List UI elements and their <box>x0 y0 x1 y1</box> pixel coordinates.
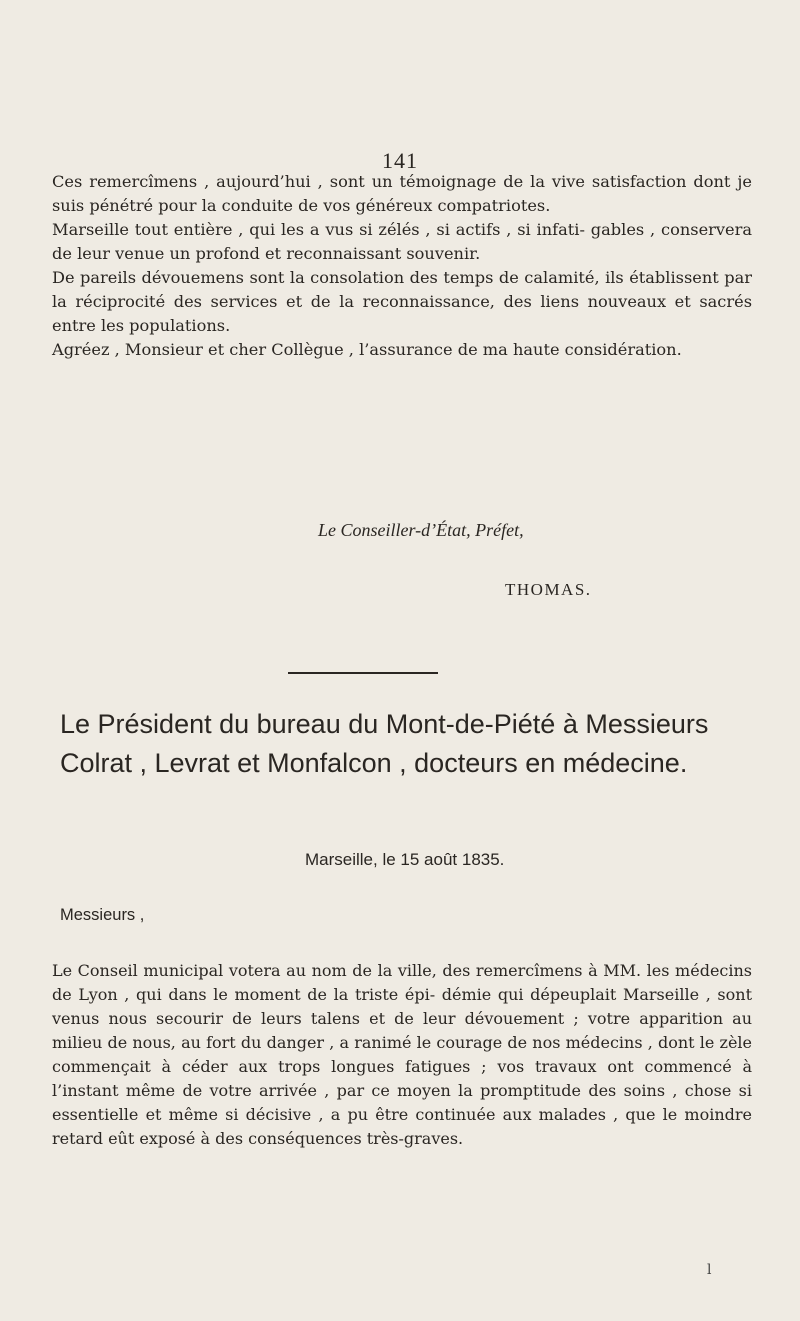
letter1-paragraph-4: Agréez , Monsieur et cher Collègue , l’assurance de ma haute considération. <box>52 340 682 359</box>
stray-mark: l <box>707 1262 712 1278</box>
letter2-heading: Le Président du bureau du Mont-de-Piété à Messieurs Colrat , Levrat et Monfalcon , docteurs en médecine. <box>60 709 709 778</box>
page-number: 141 <box>382 148 418 173</box>
letter2-salutation: Messieurs , <box>60 906 145 924</box>
signature-title: Le Conseiller-d’État, Préfet, <box>318 520 524 540</box>
letter1-paragraph-3: De pareils dévouemens sont la consolation des temps de calamité, ils établissent par la réciprocité des services et de la reconnaissance, des liens nouveaux et sacrés entre les populations. <box>52 268 752 335</box>
signature-name: THOMAS. <box>505 580 592 599</box>
letter2-dateline: Marseille, le 15 août 1835. <box>305 850 505 869</box>
letter1-body <box>52 170 752 362</box>
letter1-paragraph-2: Marseille tout entière , qui les a vus si zélés , si actifs , si infati- gables , conservera de leur venue un profond et reconnaissant souvenir. <box>52 220 752 263</box>
letter2-body: Le Conseil municipal votera au nom de la ville, des remercîmens à MM. les médecins de Lyon , qui dans le moment de la triste épi- démie qui dépeuplait Marseille , sont venus nous secourir de leurs talens et de leur dévouement ; votre apparition au milieu de nous, au fort du danger , a ranimé le courage de nos médecins , dont le zèle commençait à céder aux trops longues fatigues ; vos travaux ont commencé à l’instant même de votre arrivée , par ce moyen la promptitude des soins , chose si essentielle et même si décisive , a pu être continuée aux malades , que le moindre retard eût exposé à des conséquences très-graves. <box>52 961 752 1148</box>
letter1-paragraph-1: Ces remercîmens , aujourd’hui , sont un témoignage de la vive satisfaction dont je suis pénétré pour la conduite de vos généreux compatriotes. <box>52 172 752 215</box>
section-divider <box>288 672 438 674</box>
